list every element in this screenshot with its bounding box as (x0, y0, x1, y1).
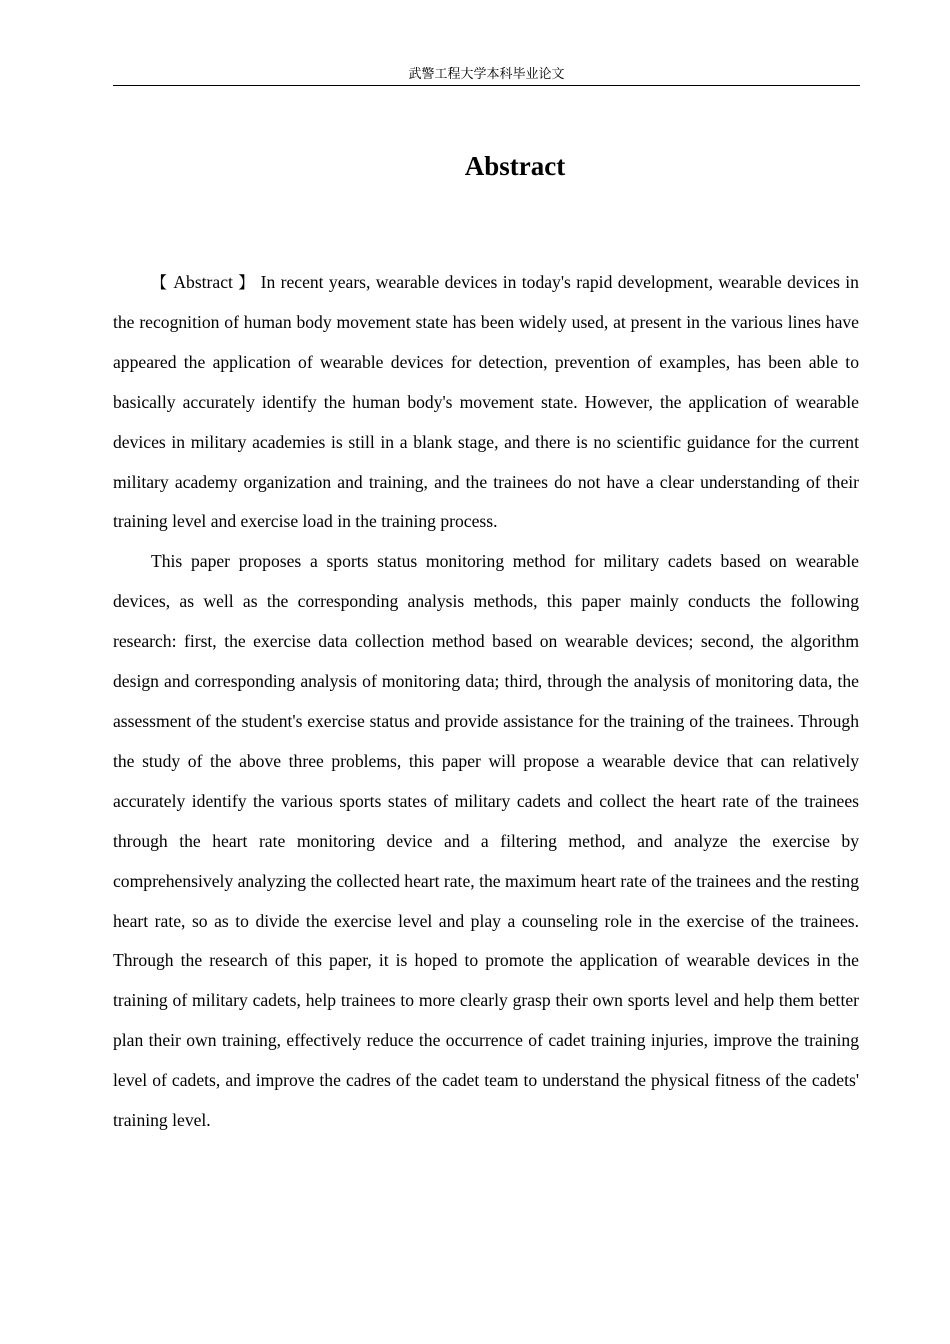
abstract-lead-label: Abstract (173, 272, 233, 292)
abstract-body (113, 263, 859, 1141)
header-rule (113, 85, 860, 86)
running-header: 武警工程大学本科毕业论文 (408, 67, 565, 82)
abstract-paragraph-1-text: In recent years, wearable devices in today's rapid development, wearable devices in the recognition of human body movement state has been widely used, at present in the various lines have appeared the application of wearable devices for detection, prevention of examples, has been able to basically accurately identify the human body's movement state. However, the application of wearable devices in military academies is still in a blank stage, and there is no scientific guidance for the current military academy organization and training, and the trainees do not have a clear understanding of their training level and exercise load in the training process. (113, 272, 859, 532)
lead-bracket-open: 【 (151, 273, 168, 292)
lead-bracket-close: 】 (238, 273, 256, 292)
abstract-paragraph-2: This paper proposes a sports status monitoring method for military cadets based on wearable devices, as well as the corresponding analysis methods, this paper mainly conducts the following research: first, the exercise data collection method based on wearable devices; second, the algorithm design and corresponding analysis of monitoring data; third, through the analysis of monitoring data, the assessment of the student's exercise status and provide assistance for the training of the trainees. Through the study of the above three problems, this paper will propose a wearable device that can relatively accurately identify the various sports states of military cadets and collect the heart rate of the trainees through the heart rate monitoring device and a filtering method, and analyze the exercise by comprehensively analyzing the collected heart rate, the maximum heart rate of the trainees and the resting heart rate, so as to divide the exercise level and play a counseling role in the exercise of the trainees. Through the research of this paper, it is hoped to promote the application of wearable devices in the training of military cadets, help trainees to more clearly grasp their own sports level and help them better plan their own training, effectively reduce the occurrence of cadet training injuries, improve the training level of cadets, and improve the cadres of the cadet team to understand the physical fitness of the cadets' training level. (113, 551, 859, 1131)
abstract-paragraph-1 (113, 263, 859, 542)
page-title: Abstract (464, 151, 566, 181)
